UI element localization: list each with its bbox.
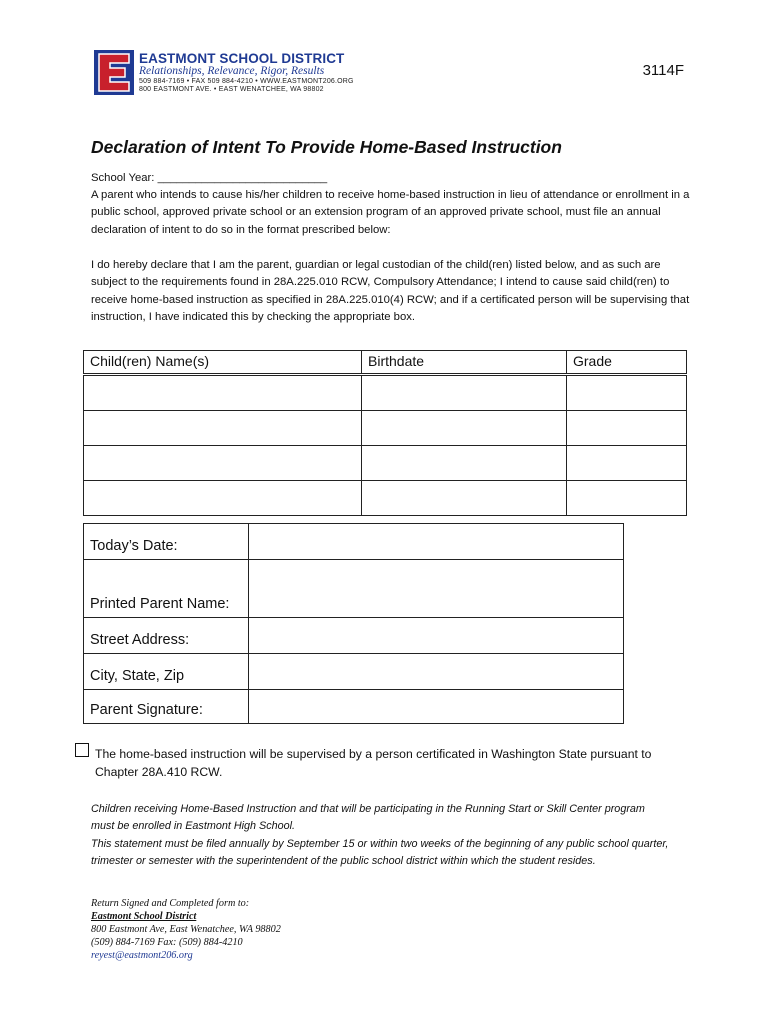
document-title: Declaration of Intent To Provide Home-Based Instruction <box>91 137 562 157</box>
birthdate-cell[interactable] <box>362 411 567 446</box>
birthdate-cell[interactable] <box>362 481 567 516</box>
column-header-grade: Grade <box>567 351 687 375</box>
return-phone-fax: (509) 884-7169 Fax: (509) 884-4210 <box>91 937 243 948</box>
printed-name-field[interactable] <box>249 560 624 618</box>
children-table-header <box>84 351 687 375</box>
column-header-child-names: Child(ren) Name(s) <box>84 351 362 375</box>
children-table <box>83 350 687 516</box>
filing-deadline-note: This statement must be filed annually by September 15 or within two weeks of the beginning of any public school quarter, trimester or semester with the superintendent of the public school district within which the student resides. <box>91 838 669 868</box>
child-name-cell[interactable] <box>84 375 362 411</box>
grade-cell[interactable] <box>567 481 687 516</box>
form-number: 3114F <box>642 62 684 79</box>
info-row-street-address <box>84 618 624 654</box>
table-row <box>84 411 687 446</box>
return-address: 800 Eastmont Ave, East Wenatchee, WA 98802 <box>91 924 281 935</box>
grade-cell[interactable] <box>567 411 687 446</box>
district-contact-line: 509 884-7169 • FAX 509 884-4210 • WWW.EASTMONT206.ORG <box>139 78 354 85</box>
city-state-zip-label: City, State, Zip <box>84 654 249 690</box>
return-info-block <box>91 897 281 962</box>
street-address-label: Street Address: <box>84 618 249 654</box>
birthdate-cell[interactable] <box>362 446 567 481</box>
column-header-birthdate: Birthdate <box>362 351 567 375</box>
return-heading: Return Signed and Completed form to: <box>91 898 250 909</box>
info-row-signature <box>84 690 624 724</box>
child-name-cell[interactable] <box>84 446 362 481</box>
return-district-name: Eastmont School District <box>91 911 197 922</box>
district-name: EASTMONT SCHOOL DISTRICT <box>139 51 345 66</box>
city-state-zip-field[interactable] <box>249 654 624 690</box>
intro-paragraph: A parent who intends to cause his/her children to receive home-based instruction in lieu of attendance or enrollment in a public school, approved private school or an extension program of an approved private school, must file an annual declaration of intent to do so in the format prescribed below: <box>91 189 690 236</box>
district-motto: Relationships, Relevance, Rigor, Results <box>139 65 325 77</box>
grade-cell[interactable] <box>567 375 687 411</box>
running-start-note: Children receiving Home-Based Instruction and that will be participating in the Running Start or Skill Center program must be enrolled in Eastmont High School. <box>91 803 645 833</box>
table-row <box>84 446 687 481</box>
parent-info-table <box>83 523 624 724</box>
todays-date-label: Today’s Date: <box>84 524 249 560</box>
school-year-field[interactable]: School Year: ___________________________ <box>91 172 328 184</box>
table-row <box>84 481 687 516</box>
printed-name-label: Printed Parent Name: <box>84 560 249 618</box>
return-email-link[interactable]: reyest@eastmont206.org <box>91 950 193 961</box>
grade-cell[interactable] <box>567 446 687 481</box>
info-row-todays-date <box>84 524 624 560</box>
certificated-supervision-checkbox[interactable] <box>75 743 89 757</box>
district-address-line: 800 EASTMONT AVE. • EAST WENATCHEE, WA 98802 <box>139 86 324 93</box>
street-address-field[interactable] <box>249 618 624 654</box>
district-logo <box>94 50 134 95</box>
child-name-cell[interactable] <box>84 481 362 516</box>
birthdate-cell[interactable] <box>362 375 567 411</box>
todays-date-field[interactable] <box>249 524 624 560</box>
certificated-supervision-label: The home-based instruction will be supervised by a person certificated in Washington State pursuant to Chapter 28A.410 RCW. <box>95 747 652 779</box>
child-name-cell[interactable] <box>84 411 362 446</box>
info-row-printed-name <box>84 560 624 618</box>
signature-field[interactable] <box>249 690 624 724</box>
declaration-paragraph: I do hereby declare that I am the parent, guardian or legal custodian of the child(ren) listed below, and as such are subject to the requirements found in 28A.225.010 RCW, Compulsory Attendance; I intend to cause said child(ren) to receive home-based instruction as specified in 28A.225.010(4) RCW; and if a certificated person will be supervising that instruction, I have indicated this by checking the appropriate box. <box>91 259 690 323</box>
info-row-city-state-zip <box>84 654 624 690</box>
signature-label: Parent Signature: <box>84 690 249 724</box>
table-row <box>84 375 687 411</box>
